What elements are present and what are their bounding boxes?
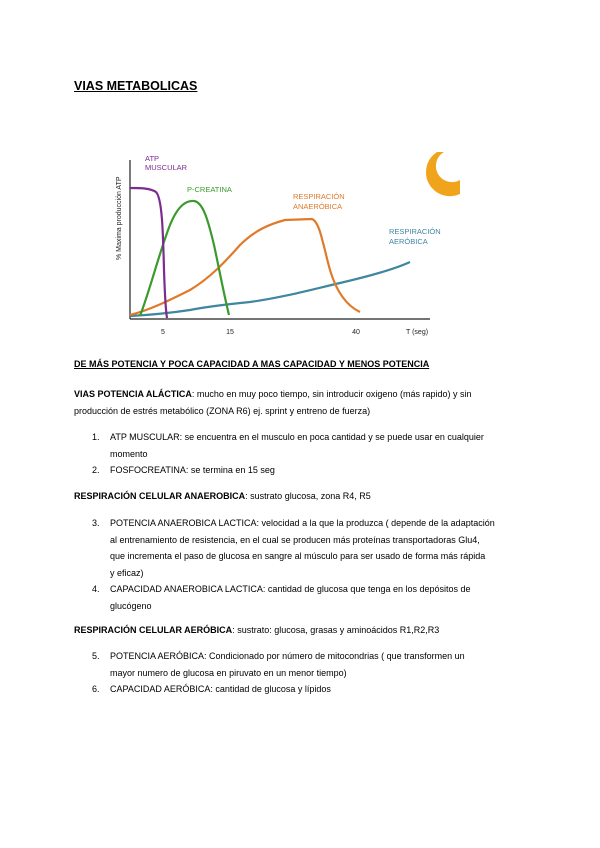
x-axis-label: T (seg): [406, 329, 429, 336]
x-tick-label: 5: [161, 329, 165, 336]
list-line: mayor numero de glucosa en piruvato en un menor tiempo): [110, 667, 347, 678]
series-label-anaerobic: [293, 192, 347, 211]
list-item: [92, 681, 542, 698]
chart-svg: [110, 150, 460, 346]
list-number: 1.: [92, 432, 100, 442]
list-line: al entrenamiento de resistencia, en el cual se producen más proteínas transportadoras Glu4,: [110, 534, 480, 545]
page-title: VIAS METABOLICAS: [74, 79, 198, 93]
list-item: [92, 429, 542, 462]
section1-line: [74, 386, 534, 403]
section1-heading: VIAS POTENCIA ALÁCTICA: [74, 389, 192, 399]
series-label-line: RESPIRACIÓN: [293, 192, 345, 201]
list-line: que incrementa el paso de glucosa en sangre al músculo para ser usado de forma más rápida: [110, 551, 486, 561]
series-label-line: P-CREATINA: [187, 185, 232, 194]
list-item: [92, 581, 542, 614]
list-number: 3.: [92, 518, 100, 528]
series-label-line: MUSCULAR: [145, 163, 188, 172]
energy-systems-chart: [110, 150, 460, 346]
series-label-line: RESPIRACIÓN: [389, 227, 441, 236]
section3-text: : sustrato: glucosa, grasas y aminoácidos R1,R2,R3: [232, 625, 440, 635]
y-axis-label: % Maxima producción ATP: [116, 176, 123, 260]
list-number: 5.: [92, 651, 100, 661]
section1-line: producción de estrés metabólico (ZONA R6) ej. sprint y entreno de fuerza): [74, 406, 371, 416]
list-line: ATP MUSCULAR: se encuentra en el musculo en poca cantidad y se puede usar en cualquier: [110, 432, 484, 442]
series-line-aerobic: [130, 262, 410, 316]
series-line-pcreatine: [140, 201, 229, 316]
list-number: 2.: [92, 465, 100, 475]
list-number: 6.: [92, 684, 100, 694]
section-subtitle: DE MÁS POTENCIA Y POCA CAPACIDAD A MAS CAPACIDAD Y MENOS POTENCIA: [74, 359, 430, 369]
list-line: FOSFOCREATINA: se termina en 15 seg: [110, 465, 275, 475]
section1-text: : mucho en muy poco tiempo, sin introducir oxigeno (más rapido) y sin: [191, 389, 472, 399]
series-label-line: ANAERÓBICA: [293, 202, 343, 211]
series-label-line: AERÓBICA: [389, 237, 428, 246]
list-line: POTENCIA AERÓBICA: Condicionado por número de mitocondrias ( que transformen un: [110, 651, 465, 661]
list-item: [92, 648, 542, 681]
x-tick-label: 15: [226, 329, 234, 336]
list-line: glucógeno: [110, 600, 152, 611]
series-label-aerobic: [389, 227, 443, 246]
section3-list: [92, 648, 542, 698]
list-line: momento: [110, 448, 148, 459]
list-line: CAPACIDAD ANAEROBICA LACTICA: cantidad de glucosa que tenga en los depósitos de: [110, 584, 471, 594]
series-label-pcreatine: [187, 185, 232, 194]
list-line: POTENCIA ANAEROBICA LACTICA: velocidad a la que la produzca ( depende de la adaptación: [110, 518, 495, 528]
section3-paragraph: [74, 622, 534, 639]
series-label-line: ATP: [145, 154, 159, 163]
section2-list: [92, 515, 542, 614]
list-line: CAPACIDAD AERÓBICA: cantidad de glucosa y lípidos: [110, 684, 331, 694]
section2-paragraph: [74, 488, 534, 505]
x-tick-label: 40: [352, 329, 360, 336]
section1-paragraph: [74, 386, 534, 420]
section1-list: [92, 429, 542, 479]
section2-heading: RESPIRACIÓN CELULAR ANAEROBICA: [74, 491, 246, 501]
section3-heading: RESPIRACIÓN CELULAR AERÓBICA: [74, 625, 233, 635]
list-item: [92, 515, 542, 581]
list-line: y eficaz): [110, 567, 144, 578]
series-label-atp: [145, 154, 188, 172]
list-item: [92, 462, 542, 479]
section2-text: : sustrato glucosa, zona R4, R5: [245, 491, 371, 501]
list-number: 4.: [92, 584, 100, 594]
